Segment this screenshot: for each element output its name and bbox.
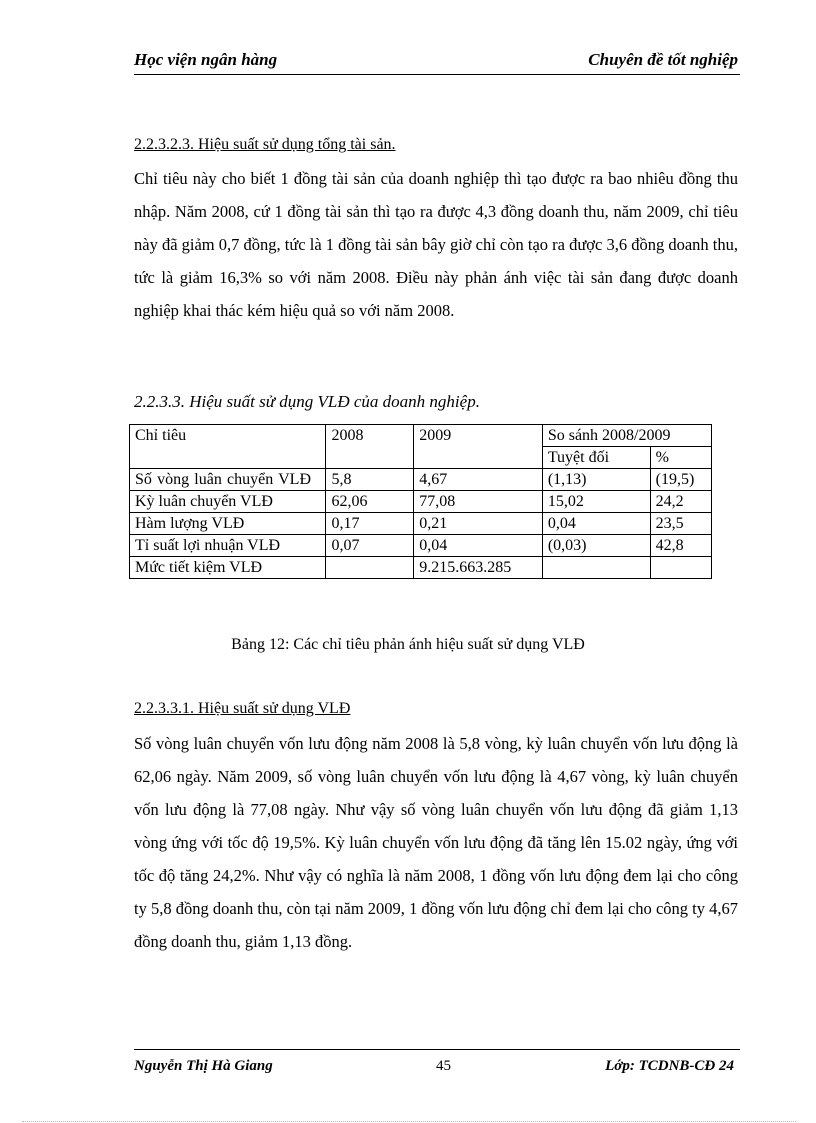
- page-number: 45: [436, 1058, 451, 1074]
- cell-absolute: (0,03): [542, 535, 650, 557]
- table-row: [130, 469, 712, 491]
- cell-indicator: Kỳ luân chuyển VLĐ: [130, 491, 326, 513]
- footer-class: Lớp: TCDNB-CĐ 24: [605, 1058, 734, 1074]
- header-institution: Học viện ngân hàng: [134, 50, 278, 69]
- table-header-row: [130, 425, 712, 447]
- table-row: [130, 557, 712, 579]
- cell-absolute: [542, 557, 650, 579]
- cell-indicator-text: Số vòng luân chuyển VLĐ: [135, 471, 311, 488]
- cell-2008: 0,07: [326, 535, 414, 557]
- cell-absolute: (1,13): [542, 469, 650, 491]
- table-row: [130, 513, 712, 535]
- cell-2008: 5,8: [326, 469, 414, 491]
- cell-2009: 77,08: [414, 491, 543, 513]
- header-percent: %: [650, 447, 711, 469]
- cell-percent: 42,8: [650, 535, 711, 557]
- page-header: [134, 46, 740, 75]
- cell-2009: 0,04: [414, 535, 543, 557]
- cell-percent: 23,5: [650, 513, 711, 535]
- cell-indicator: Tỉ suất lợi nhuận VLĐ: [130, 535, 326, 557]
- section-heading-vld-efficiency: 2.2.3.3.1. Hiệu suất sử dụng VLĐ: [134, 700, 351, 717]
- table-caption: Bảng 12: Các chỉ tiêu phản ánh hiệu suất sử dụng VLĐ: [231, 636, 585, 653]
- section-paragraph-total-asset-efficiency: Chỉ tiêu này cho biết 1 đồng tài sản của doanh nghiệp thì tạo được ra bao nhiêu đồng thu nhập. Năm 2008, cứ 1 đồng tài sản thì tạo ra được 4,3 đồng doanh thu, năm 2009, chỉ tiêu này đã giảm 0,7 đồng, tức là 1 đồng tài sản bây giờ chỉ còn tạo ra được 3,6 đồng doanh thu, tức là giảm 16,3% so với năm 2008. Điều này phản ánh việc tài sản đang được doanh nghiệp khai thác kém hiệu quả so với năm 2008.: [134, 169, 738, 320]
- cell-percent: (19,5): [650, 469, 711, 491]
- header-compare: So sánh 2008/2009: [542, 425, 711, 447]
- cell-indicator: Mức tiết kiệm VLĐ: [130, 557, 326, 579]
- header-2008: 2008: [326, 425, 414, 469]
- cell-absolute: 15,02: [542, 491, 650, 513]
- cell-2008: [326, 557, 414, 579]
- header-2009: 2009: [414, 425, 543, 469]
- table-row: [130, 535, 712, 557]
- section-heading-total-asset-efficiency: 2.2.3.2.3. Hiệu suất sử dụng tổng tài sản.: [134, 136, 396, 153]
- cell-percent: [650, 557, 711, 579]
- cell-2009: 4,67: [414, 469, 543, 491]
- cell-indicator: [130, 469, 326, 491]
- cell-2008: 62,06: [326, 491, 414, 513]
- bottom-dotted-divider: [22, 1121, 796, 1122]
- cell-2009: 0,21: [414, 513, 543, 535]
- cell-absolute: 0,04: [542, 513, 650, 535]
- footer-author: Nguyễn Thị Hà Giang: [134, 1058, 273, 1074]
- working-capital-table: [129, 424, 712, 579]
- section-paragraph-vld-efficiency: Số vòng luân chuyển vốn lưu động năm 2008 là 5,8 vòng, kỳ luân chuyển vốn lưu động là 62,06 ngày. Năm 2009, số vòng luân chuyển vốn lưu động là 4,67 vòng, kỳ luân chuyển vốn lưu động là 77,08 ngày. Như vậy số vòng luân chuyển vốn lưu động đã giảm 1,13 vòng ứng với tốc độ 19,5%. Kỳ luân chuyển vốn lưu động đã tăng lên 15.02 ngày, ứng với tốc độ tăng 24,2%. Như vậy có nghĩa là năm 2008, 1 đồng vốn lưu động đem lại cho công ty 5,8 đồng doanh thu, còn tại năm 2009, 1 đồng vốn lưu động chỉ đem lại cho công ty 4,67 đồng doanh thu, giảm 1,13 đồng.: [134, 734, 738, 951]
- header-absolute: Tuyệt đối: [542, 447, 650, 469]
- header-document-type: Chuyên đề tốt nghiệp: [588, 50, 738, 69]
- cell-2008: 0,17: [326, 513, 414, 535]
- cell-indicator: Hàm lượng VLĐ: [130, 513, 326, 535]
- table-row: [130, 491, 712, 513]
- cell-percent: 24,2: [650, 491, 711, 513]
- section-heading-working-capital-efficiency: 2.2.3.3. Hiệu suất sử dụng VLĐ của doanh nghiệp.: [134, 392, 480, 411]
- cell-2009: 9.215.663.285: [414, 557, 543, 579]
- page-footer: [134, 1049, 740, 1080]
- header-indicator: Chỉ tiêu: [130, 425, 326, 469]
